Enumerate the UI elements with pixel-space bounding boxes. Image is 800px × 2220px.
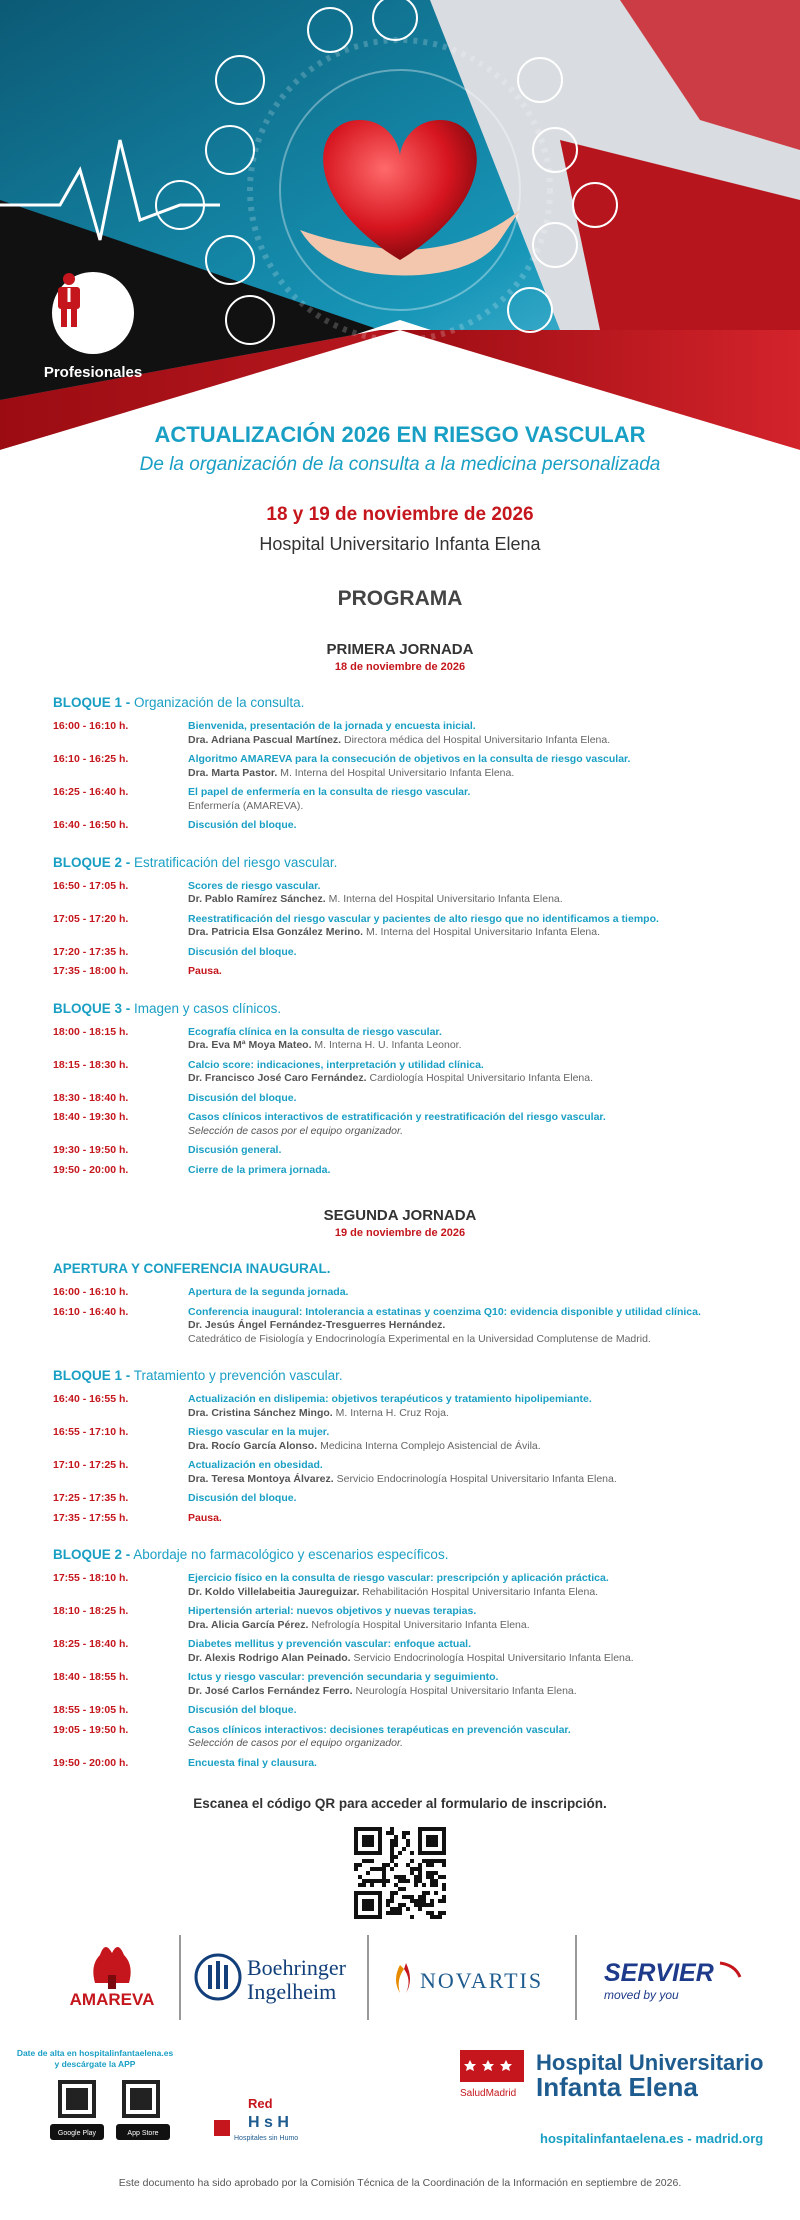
session-title: Ecografía clínica en la consulta de riesgo vascular. [188, 1025, 442, 1038]
schedule-time: 17:20 - 17:35 h. [53, 945, 129, 958]
schedule-row [53, 1605, 753, 1632]
block-label: BLOQUE 2 - [53, 1547, 131, 1562]
profile-label: Profesionales [43, 364, 143, 381]
hsh-logo-icon [214, 2120, 230, 2136]
qr-code-icon[interactable] [354, 1827, 446, 1919]
servier-tagline: moved by you [604, 1988, 679, 2002]
schedule-time: 18:55 - 19:05 h. [53, 1704, 129, 1716]
session-speaker [188, 926, 753, 940]
schedule-time: 18:25 - 18:40 h. [53, 1638, 129, 1650]
page-title: ACTUALIZACIÓN 2026 EN RIESGO VASCULAR [154, 422, 646, 447]
schedule-time: 18:30 - 18:40 h. [53, 1091, 129, 1104]
jornada-date: 19 de noviembre de 2026 [334, 1227, 466, 1239]
block-label: BLOQUE 2 - [53, 854, 131, 870]
block-name: Tratamiento y prevención vascular. [130, 1368, 343, 1383]
sponsor-logos [0, 1925, 800, 2025]
session-title: Conferencia inaugural: Intolerancia a estatinas y coenzima Q10: evidencia disponible y utilidad clínica. [188, 1305, 701, 1318]
speaker-role: Enfermería (AMAREVA). [188, 799, 304, 812]
speaker-role: M. Interna del Hospital Universitario Infanta Elena. [325, 893, 563, 905]
salud-madrid-label: SaludMadrid [460, 2088, 517, 2099]
schedule-row [53, 1286, 753, 1300]
session-title: Riesgo vascular en la mujer. [188, 1426, 330, 1438]
schedule-list [53, 880, 753, 979]
schedule-time: 16:00 - 16:10 h. [53, 1286, 129, 1298]
session-title: Cierre de la primera jornada. [188, 1163, 331, 1176]
session-title: Discusión del bloque. [188, 1091, 297, 1104]
session-speaker [188, 1473, 753, 1487]
speaker-name: Dra. Adriana Pascual Martínez. [188, 733, 342, 746]
speaker-name: Dra. Eva Mª Moya Mateo. [188, 1039, 312, 1051]
schedule-detail [188, 1638, 753, 1665]
schedule-row [53, 1393, 753, 1420]
speaker-name: Dr. Jesús Ángel Fernández-Tresguerres Hernández. [188, 1319, 446, 1331]
schedule-detail [188, 946, 753, 960]
schedule-row [53, 1306, 753, 1347]
speaker-role: Cardiología Hospital Universitario Infanta Elena. [366, 1072, 594, 1084]
session-title: Discusión del bloque. [188, 819, 297, 831]
schedule-row [53, 753, 753, 780]
speaker-name: Dra. Teresa Montoya Álvarez. [188, 1472, 334, 1485]
novartis-logo-icon [396, 1965, 404, 1993]
schedule-time: 19:05 - 19:50 h. [53, 1723, 129, 1736]
block-name: Estratificación del riesgo vascular. [130, 854, 338, 870]
speaker-role: Medicina Interna Complejo Asistencial de Ávila. [317, 1439, 541, 1452]
schedule-detail [188, 1286, 753, 1300]
session-title: Pausa. [188, 965, 222, 977]
schedule-time: 19:30 - 19:50 h. [53, 1144, 129, 1156]
schedule-detail [188, 720, 753, 747]
schedule-row [53, 1426, 753, 1453]
session-note-text: Selección de casos por el equipo organizador. [188, 1737, 403, 1749]
schedule-detail [188, 1492, 753, 1506]
schedule-row [53, 1492, 753, 1506]
boehringer-logo-line1: Boehringer [247, 1955, 346, 1980]
session-title: Actualización en obesidad. [188, 1459, 323, 1471]
speaker-name: Dra. Cristina Sánchez Mingo. [188, 1406, 333, 1419]
schedule-detail [188, 1757, 753, 1771]
session-speaker [188, 1440, 753, 1454]
schedule-row [53, 1638, 753, 1665]
block-heading [53, 1261, 800, 1276]
session-speaker [188, 800, 753, 814]
session-speaker [188, 1652, 753, 1666]
session-title: Discusión general. [188, 1144, 282, 1156]
speaker-name: Dr. Pablo Ramírez Sánchez. [188, 893, 326, 905]
boehringer-logo-line2: Ingelheim [247, 1979, 337, 2004]
session-speaker [188, 1039, 753, 1053]
schedule-row [53, 720, 753, 747]
schedule-detail [188, 1092, 753, 1106]
speaker-name: Dra. Rocío García Alonso. [188, 1439, 318, 1452]
speaker-affiliation: Catedrático de Fisiología y Endocrinología Experimental en la Universidad Complutense de Madrid. [188, 1332, 651, 1345]
schedule-time: 16:10 - 16:40 h. [53, 1305, 129, 1318]
schedule-detail [188, 1144, 753, 1158]
schedule-detail [188, 880, 753, 907]
speaker-name: Dra. Patricia Elsa González Merino. [188, 926, 364, 938]
schedule-row [53, 1092, 753, 1106]
session-title: Ictus y riesgo vascular: prevención secundaria y seguimiento. [188, 1671, 499, 1683]
speaker-role: Directora médica del Hospital Universitario Infanta Elena. [341, 733, 611, 746]
schedule-row [53, 1459, 753, 1486]
schedule-row [53, 913, 753, 940]
speaker-name: Dr. Koldo Villelabeitia Jaureguizar. [188, 1585, 360, 1598]
schedule-time: 18:40 - 19:30 h. [53, 1111, 129, 1123]
schedule-row [53, 1512, 753, 1526]
session-title: Scores de riesgo vascular. [188, 879, 321, 892]
schedule-row [53, 1724, 753, 1751]
block-name: Organización de la consulta. [130, 695, 305, 710]
speaker-name: Dr. José Carlos Fernández Ferro. [188, 1684, 353, 1697]
session-title: Discusión del bloque. [188, 945, 297, 958]
page-subtitle: De la organización de la consulta a la medicina personalizada [139, 454, 661, 475]
speaker-name: Dr. Francisco José Caro Fernández. [188, 1072, 367, 1084]
schedule-list [53, 720, 753, 833]
hero-banner [0, 0, 800, 450]
session-speaker [188, 893, 753, 907]
session-title: Casos clínicos interactivos de estratificación y reestratificación del riesgo vascular. [188, 1111, 606, 1123]
jornada-header [0, 1207, 800, 1239]
block-label: APERTURA Y CONFERENCIA INAUGURAL. [53, 1261, 331, 1276]
schedule-detail [188, 1111, 753, 1138]
session-title: Bienvenida, presentación de la jornada y encuesta inicial. [188, 720, 476, 732]
session-speaker [188, 1619, 753, 1633]
speaker-name: Dr. Alexis Rodrigo Alan Peinado. [188, 1651, 351, 1664]
footer-graphics [0, 2040, 800, 2180]
schedule-time: 18:40 - 18:55 h. [53, 1671, 129, 1683]
schedule-list [53, 1393, 753, 1525]
schedule-time: 16:55 - 17:10 h. [53, 1426, 129, 1438]
schedule-detail [188, 1026, 753, 1053]
session-speaker [188, 767, 753, 781]
speaker-role: Servicio Endocrinología Hospital Universitario Infanta Elena. [333, 1472, 617, 1485]
session-title: Diabetes mellitus y prevención vascular: enfoque actual. [188, 1638, 472, 1650]
servier-logo-text: SERVIER [604, 1959, 714, 1987]
speaker-role: M. Interna del Hospital Universitario Infanta Elena. [363, 926, 601, 938]
jornada-title: PRIMERA JORNADA [326, 641, 474, 658]
schedule-time: 16:50 - 17:05 h. [53, 879, 129, 892]
schedule-time: 16:40 - 16:55 h. [53, 1393, 129, 1405]
event-header [0, 422, 800, 611]
amareva-logo-text: AMAREVA [69, 1990, 155, 2009]
session-speaker [188, 1407, 753, 1421]
schedule-time: 16:00 - 16:10 h. [53, 720, 129, 732]
speaker-name: Dra. Marta Pastor. [188, 766, 278, 779]
schedule-time: 17:10 - 17:25 h. [53, 1459, 129, 1471]
session-speaker [188, 1319, 753, 1333]
speaker-role: M. Interna H. U. Infanta Leonor. [311, 1039, 462, 1051]
servier-logo-icon [720, 1963, 740, 1977]
hsh-label-1: Red [248, 2096, 273, 2111]
schedule-row [53, 1704, 753, 1718]
app-text-line1: Date de alta en hospitalinfantaelena.es [16, 2048, 174, 2058]
app-text-line2: y descárgate la APP [54, 2059, 136, 2069]
session-note-text: Selección de casos por el equipo organizador. [188, 1124, 403, 1137]
session-title: Encuesta final y clausura. [188, 1756, 317, 1769]
professional-person-icon [52, 272, 86, 328]
schedule-time: 17:55 - 18:10 h. [53, 1572, 129, 1584]
session-title: Reestratificación del riesgo vascular y pacientes de alto riesgo que no identificamos a tiempo. [188, 912, 659, 925]
hsh-label-3: Hospitales sin Humo [234, 2135, 299, 2142]
session-title: Discusión del bloque. [188, 1704, 297, 1716]
schedule-detail [188, 786, 753, 813]
schedule-detail [188, 1459, 753, 1486]
session-title: Apertura de la segunda jornada. [188, 1286, 349, 1298]
approval-note: Este documento ha sido aprobado por la Comisión Técnica de la Coordinación de la Información en septiembre de 2026. [118, 2177, 682, 2189]
block-name: Abordaje no farmacológico y escenarios específicos. [130, 1547, 449, 1562]
session-note [188, 1737, 753, 1751]
schedule-detail [188, 819, 753, 833]
hsh-label-2: H s H [248, 2114, 289, 2131]
schedule-list [53, 1286, 753, 1346]
qr-instruction: Escanea el código QR para acceder al formulario de inscripción. [193, 1796, 607, 1811]
speaker-role: M. Interna H. Cruz Roja. [332, 1406, 449, 1419]
schedule-row [53, 786, 753, 813]
session-title: Algoritmo AMAREVA para la consecución de objetivos en la consulta de riesgo vascular. [188, 753, 631, 765]
schedule-time: 17:05 - 17:20 h. [53, 912, 129, 925]
session-title: Casos clínicos interactivos: decisiones terapéuticas en prevención vascular. [188, 1723, 571, 1736]
session-speaker [188, 1586, 753, 1600]
schedule-row [53, 946, 753, 960]
schedule-time: 18:15 - 18:30 h. [53, 1058, 129, 1071]
jornada-date: 18 de noviembre de 2026 [334, 661, 466, 673]
schedule-detail [188, 1393, 753, 1420]
novartis-logo-text: NOVARTIS [420, 1968, 544, 1993]
schedule-row [53, 880, 753, 907]
schedule-detail [188, 1512, 753, 1526]
session-title: Actualización en dislipemia: objetivos terapéuticos y tratamiento hipolipemiante. [188, 1393, 592, 1405]
profile-badge [52, 272, 134, 354]
schedule-time: 18:00 - 18:15 h. [53, 1025, 129, 1038]
schedule-row [53, 965, 753, 979]
schedule-detail [188, 1426, 753, 1453]
schedule-detail [188, 965, 753, 979]
block-heading [53, 1547, 800, 1562]
schedule-time: 16:40 - 16:50 h. [53, 819, 129, 831]
schedule-row [53, 1164, 753, 1178]
speaker-role: Nefrología Hospital Universitario Infanta Elena. [308, 1618, 530, 1631]
session-note [188, 1125, 753, 1139]
block-label: BLOQUE 3 - [53, 1000, 131, 1016]
schedule-time: 17:25 - 17:35 h. [53, 1492, 129, 1504]
jornada-header [0, 641, 800, 673]
hospital-name-line1: Hospital Universitario [536, 2050, 764, 2075]
speaker-role: M. Interna del Hospital Universitario Infanta Elena. [277, 766, 515, 779]
schedule-detail [188, 1306, 753, 1347]
hero-illustration [0, 0, 800, 450]
schedule-detail [188, 1671, 753, 1698]
speaker-role: Rehabilitación Hospital Universitario Infanta Elena. [359, 1585, 599, 1598]
qr-code[interactable] [0, 1827, 800, 1919]
schedule-time: 17:35 - 18:00 h. [53, 965, 129, 977]
event-venue: Hospital Universitario Infanta Elena [259, 534, 541, 554]
session-speaker [188, 1685, 753, 1699]
amareva-logo-icon [93, 1947, 130, 1989]
session-title: El papel de enfermería en la consulta de riesgo vascular. [188, 786, 471, 798]
schedule-time: 19:50 - 20:00 h. [53, 1756, 129, 1769]
schedule-detail [188, 913, 753, 940]
session-title: Discusión del bloque. [188, 1492, 297, 1504]
hospital-name-line2: Infanta Elena [536, 2072, 698, 2102]
schedule-row [53, 1671, 753, 1698]
schedule-detail [188, 1724, 753, 1751]
schedule-row [53, 819, 753, 833]
schedule-list [53, 1572, 753, 1770]
schedule-row [53, 1757, 753, 1771]
session-speaker [188, 1072, 753, 1086]
schedule-time: 16:25 - 16:40 h. [53, 786, 129, 798]
program [0, 641, 800, 1770]
app-store-label: App Store [127, 2130, 159, 2137]
session-title: Hipertensión arterial: nuevos objetivos y nuevas terapias. [188, 1605, 477, 1617]
block-label: BLOQUE 1 - [53, 1368, 131, 1383]
session-title: Ejercicio físico en la consulta de riesgo vascular: prescripción y aplicación práctica. [188, 1572, 609, 1584]
schedule-row [53, 1026, 753, 1053]
block-name: Imagen y casos clínicos. [130, 1000, 282, 1016]
schedule-row [53, 1059, 753, 1086]
schedule-detail [188, 1605, 753, 1632]
session-title: Pausa. [188, 1511, 222, 1524]
schedule-row [53, 1572, 753, 1599]
sponsor-strip [0, 1925, 800, 2025]
schedule-detail [188, 753, 753, 780]
jornada-title: SEGUNDA JORNADA [323, 1207, 477, 1224]
speaker-role: Neurología Hospital Universitario Infanta Elena. [352, 1684, 577, 1697]
footer [0, 2040, 800, 2220]
schedule-time: 16:10 - 16:25 h. [53, 753, 129, 765]
speaker-role: Servicio Endocrinología Hospital Universitario Infanta Elena. [350, 1651, 634, 1664]
event-dates: 18 y 19 de noviembre de 2026 [266, 504, 534, 525]
schedule-detail [188, 1059, 753, 1086]
block-heading [53, 855, 800, 870]
schedule-detail [188, 1572, 753, 1599]
schedule-detail [188, 1704, 753, 1718]
website-link: hospitalinfantaelena.es - madrid.org [540, 2131, 764, 2146]
session-speaker [188, 734, 753, 748]
schedule-time: 18:10 - 18:25 h. [53, 1605, 129, 1617]
schedule-time: 19:50 - 20:00 h. [53, 1163, 129, 1176]
block-label: BLOQUE 1 - [53, 695, 131, 710]
schedule-list [53, 1026, 753, 1178]
programa-heading: PROGRAMA [337, 587, 463, 610]
block-heading [53, 1368, 800, 1383]
session-title: Calcio score: indicaciones, interpretación y utilidad clínica. [188, 1058, 484, 1071]
speaker-name: Dra. Alicia García Pérez. [188, 1618, 309, 1631]
block-heading [53, 1001, 800, 1016]
schedule-row [53, 1144, 753, 1158]
block-heading [53, 695, 800, 710]
schedule-row [53, 1111, 753, 1138]
google-play-label: Google Play [57, 2130, 97, 2137]
schedule-time: 17:35 - 17:55 h. [53, 1511, 129, 1524]
schedule-detail [188, 1164, 753, 1178]
